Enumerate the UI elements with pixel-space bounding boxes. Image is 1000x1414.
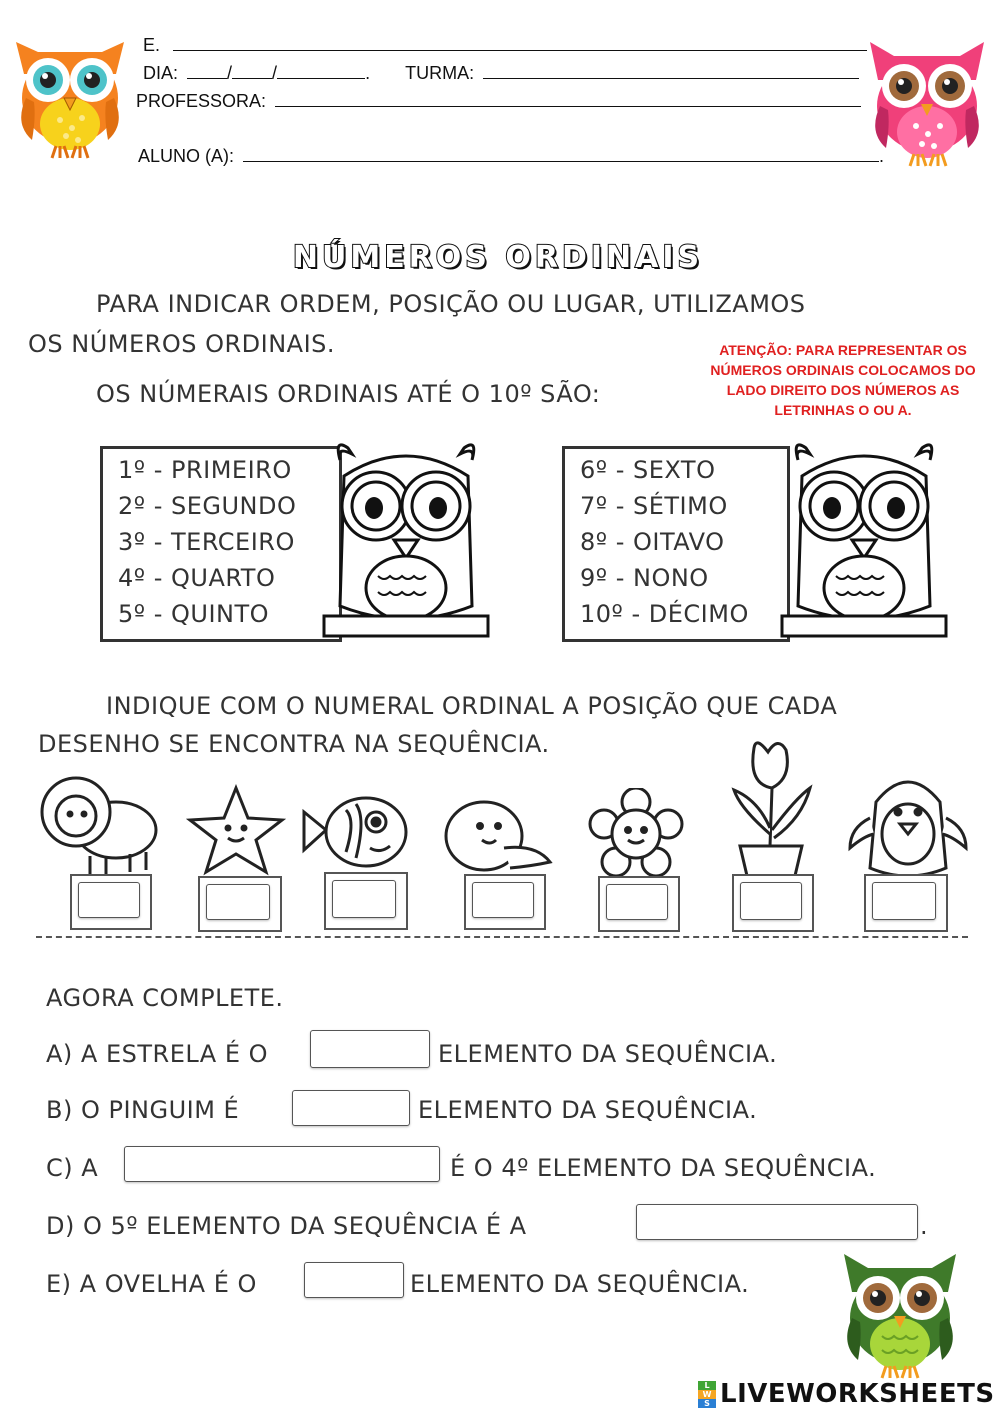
liveworksheets-logo[interactable]: [698, 1380, 995, 1408]
attention-line: ATENÇÃO: PARA REPRESENTAR OS: [719, 342, 967, 358]
flower-icon: [584, 788, 688, 880]
ordinal-item: 2º - SEGUNDO: [118, 492, 297, 520]
question-e-pre: E) A OVELHA É O: [46, 1270, 257, 1298]
ordinal-item: 8º - OITAVO: [580, 528, 725, 556]
exercise-line-2: DESENHO SE ENCONTRA NA SEQUÊNCIA.: [38, 730, 550, 758]
ordinals-left-list: [118, 456, 296, 636]
day-label: DIA:: [143, 63, 179, 83]
student-label: ALUNO (A):: [138, 146, 235, 166]
question-d-pre: D) O 5º ELEMENTO DA SEQUÊNCIA É A: [46, 1212, 527, 1240]
class-field[interactable]: [483, 62, 859, 79]
owl-orange-icon: [12, 28, 128, 160]
position-input-seal[interactable]: [472, 882, 534, 918]
school-label: E.: [143, 35, 161, 55]
logo-mark-icon: [698, 1381, 716, 1408]
attention-line: NÚMEROS ORDINAIS COLOCAMOS DO: [710, 362, 976, 378]
attention-line: LADO DIREITO DOS NÚMEROS AS: [726, 382, 960, 398]
question-b-post: ELEMENTO DA SEQUÊNCIA.: [418, 1096, 758, 1124]
star-icon: [186, 784, 286, 876]
ordinals-right-list: [580, 456, 749, 636]
section-divider: [36, 936, 968, 938]
answer-a-input[interactable]: [310, 1030, 430, 1068]
ordinal-item: 7º - SÉTIMO: [580, 492, 728, 520]
school-field[interactable]: [173, 34, 867, 51]
intro-line-1: PARA INDICAR ORDEM, POSIÇÃO OU LUGAR, UTILIZAMOS: [96, 290, 806, 318]
owl-outline-icon: [318, 436, 494, 646]
question-c-post: É O 4º ELEMENTO DA SEQUÊNCIA.: [450, 1154, 877, 1182]
logo-mark-letter: W: [698, 1390, 716, 1399]
ordinal-item: 3º - TERCEIRO: [118, 528, 295, 556]
logo-mark-letter: L: [698, 1381, 716, 1390]
exercise-line-1: INDIQUE COM O NUMERAL ORDINAL A POSIÇÃO QUE CADA: [106, 692, 838, 720]
logo-text: LIVEWORKSHEETS: [720, 1379, 995, 1409]
date-sep-1: /: [227, 63, 233, 83]
position-input-sheep[interactable]: [78, 882, 140, 918]
complete-heading: AGORA COMPLETE.: [46, 984, 284, 1012]
question-a-pre: A) A ESTRELA É O: [46, 1040, 269, 1068]
answer-b-input[interactable]: [292, 1090, 410, 1126]
owl-green-icon: [838, 1248, 962, 1380]
sheep-icon: [30, 766, 162, 876]
ordinal-item: 4º - QUARTO: [118, 564, 276, 592]
student-end: .: [879, 146, 885, 166]
position-input-flower[interactable]: [606, 884, 668, 920]
question-d-post: .: [920, 1212, 929, 1240]
ordinal-item: 5º - QUINTO: [118, 600, 270, 628]
ordinal-item: 10º - DÉCIMO: [580, 600, 749, 628]
school-row: [143, 34, 867, 56]
question-a-post: ELEMENTO DA SEQUÊNCIA.: [438, 1040, 778, 1068]
date-sep-2: /: [272, 63, 278, 83]
position-input-fish[interactable]: [332, 880, 396, 918]
answer-d-input[interactable]: [636, 1204, 918, 1240]
logo-mark-letter: S: [698, 1399, 716, 1408]
teacher-label: PROFESSORA:: [136, 91, 267, 111]
answer-c-input[interactable]: [124, 1146, 440, 1182]
intro-line-3: OS NÚMERAIS ORDINAIS ATÉ O 10º SÃO:: [96, 380, 601, 408]
student-row: [138, 145, 884, 167]
ordinal-item: 9º - NONO: [580, 564, 709, 592]
question-b-pre: B) O PINGUIM É: [46, 1096, 240, 1124]
ordinal-item: 6º - SEXTO: [580, 456, 716, 484]
class-label: TURMA:: [405, 63, 475, 83]
attention-note: [690, 340, 996, 420]
student-field[interactable]: [243, 145, 879, 162]
question-e-post: ELEMENTO DA SEQUÊNCIA.: [410, 1270, 750, 1298]
position-input-penguin[interactable]: [872, 882, 936, 920]
owl-outline-icon: [776, 436, 952, 646]
page-title: NÚMEROS ORDINAIS: [292, 240, 704, 275]
year-field[interactable]: [277, 62, 365, 79]
teacher-field[interactable]: [275, 90, 861, 107]
day-field[interactable]: [187, 62, 227, 79]
seal-icon: [440, 796, 564, 878]
position-input-tulip[interactable]: [740, 882, 802, 920]
fish-icon: [300, 790, 412, 872]
question-c-pre: C) A: [46, 1154, 99, 1182]
teacher-row: [136, 90, 861, 112]
position-input-star[interactable]: [206, 884, 270, 920]
penguin-icon: [846, 772, 970, 882]
attention-line: LETRINHAS O OU A.: [774, 402, 912, 418]
date-class-row: [143, 62, 859, 84]
month-field[interactable]: [232, 62, 272, 79]
tulip-pot-icon: [728, 738, 814, 880]
owl-pink-icon: [866, 36, 988, 168]
date-sep-3: .: [365, 63, 371, 83]
intro-line-2: OS NÚMEROS ORDINAIS.: [28, 330, 336, 358]
answer-e-input[interactable]: [304, 1262, 404, 1298]
ordinal-item: 1º - PRIMEIRO: [118, 456, 292, 484]
